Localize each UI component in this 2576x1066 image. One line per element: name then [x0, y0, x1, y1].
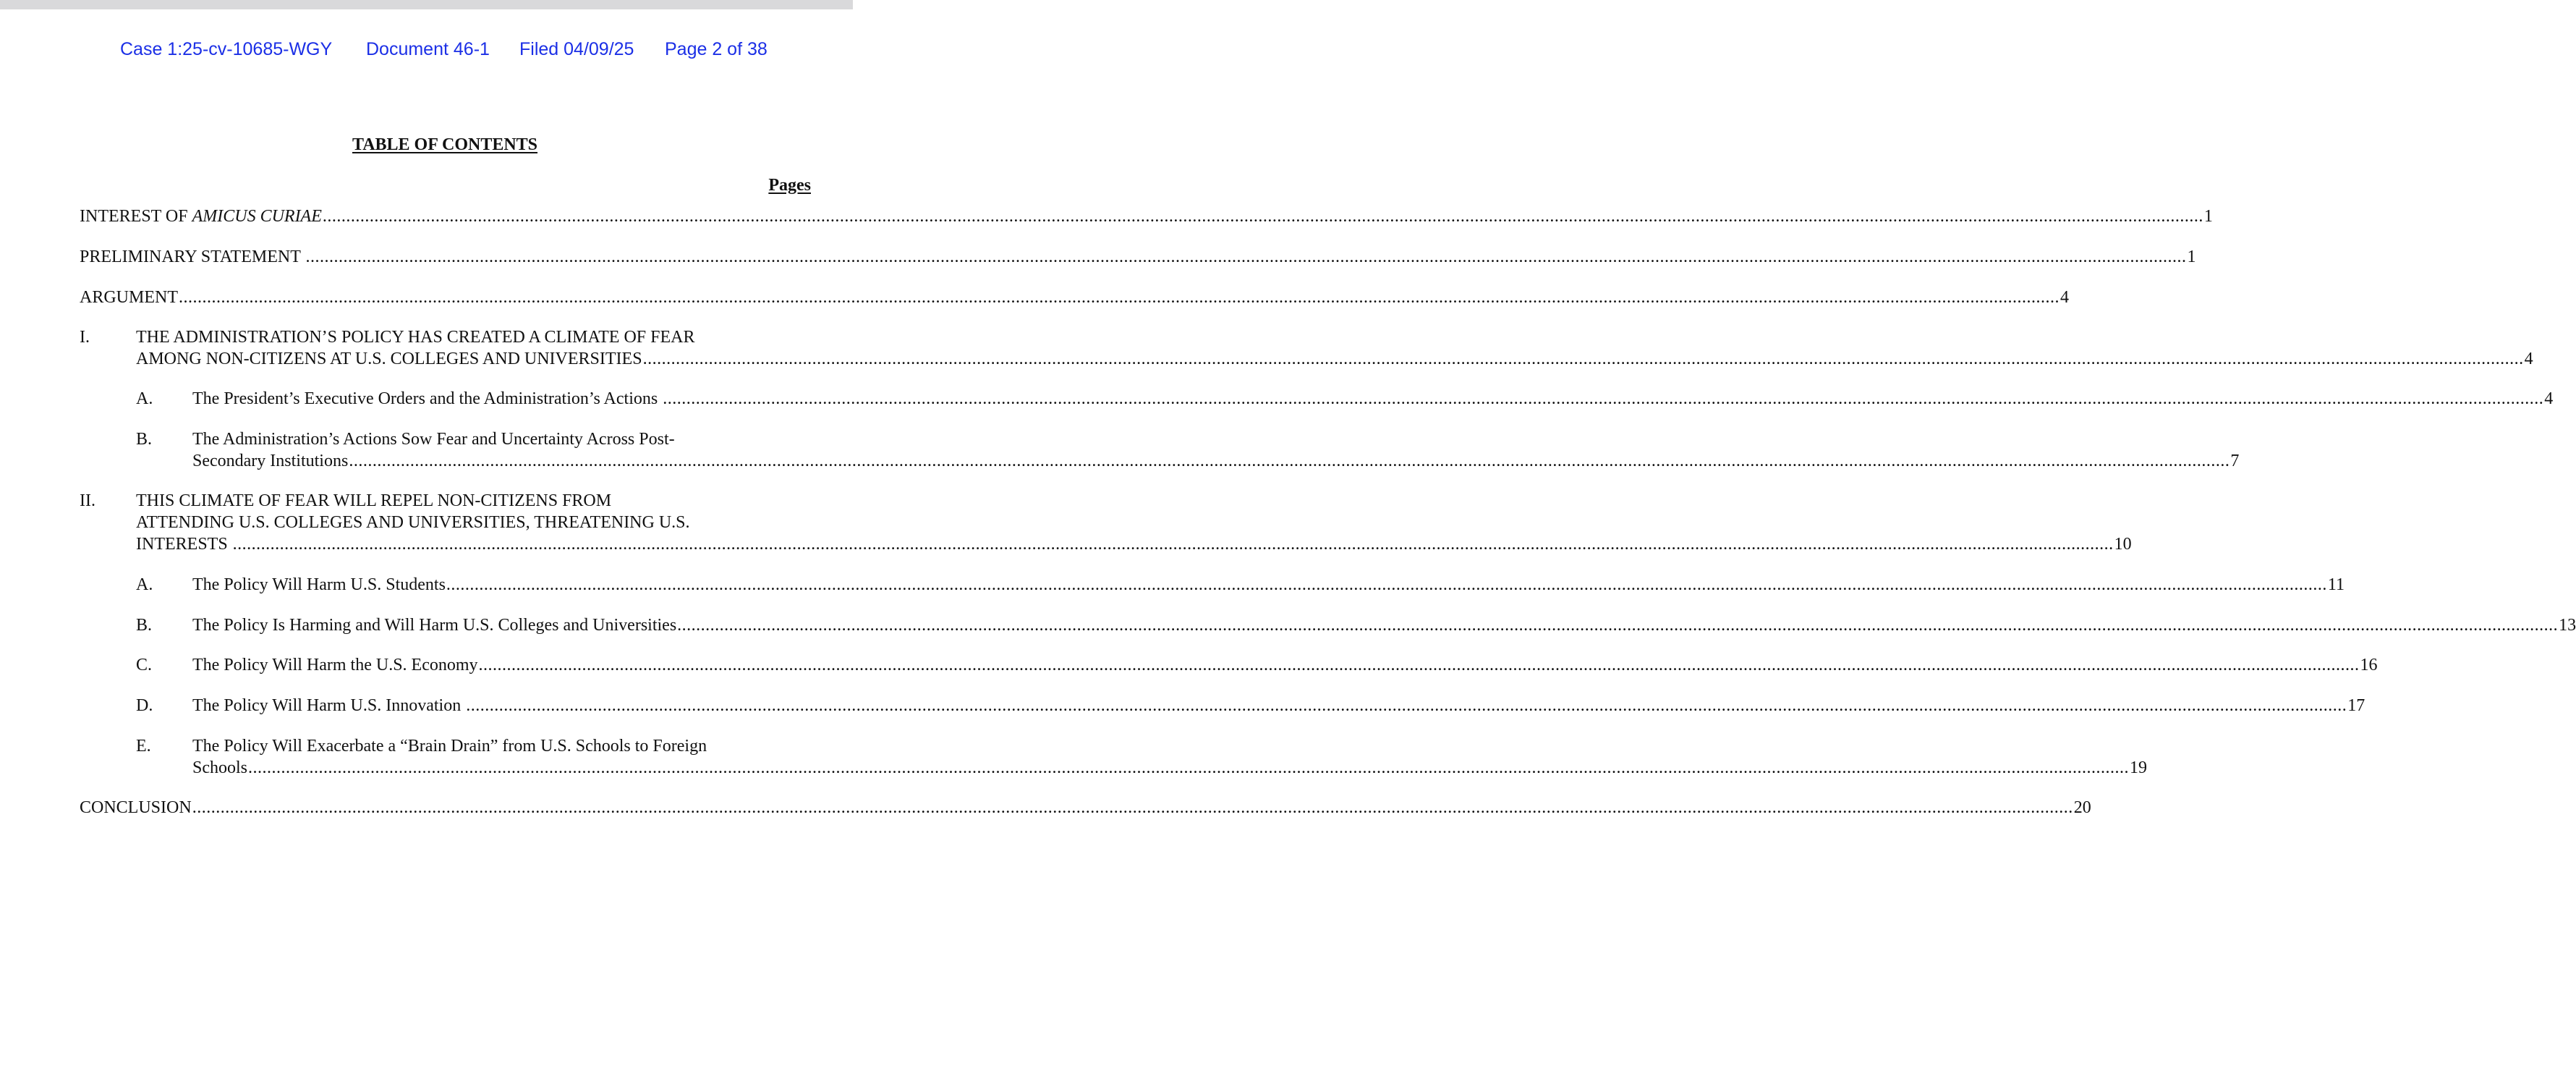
toc-entry-label-line: Secondary Institutions: [192, 452, 349, 470]
pages-column-header: Pages: [768, 176, 811, 195]
toc-entry-label: INTEREST OF AMICUS CURIAE: [80, 207, 322, 226]
ecf-header-stamp: [0, 38, 853, 62]
toc-entry-number: A.: [136, 575, 153, 594]
toc-entry-label-line: The Administration’s Actions Sow Fear and Uncertainty Across Post-: [192, 430, 675, 449]
toc-entry-label: PRELIMINARY STATEMENT: [80, 248, 305, 266]
toc-entry-label: ARGUMENT: [80, 288, 178, 307]
dot-leader: ................................................................................................................................................................................................................................................................................................................................................................................................................: [192, 798, 2073, 817]
dot-leader: ................................................................................................................................................................................................................................................................................................................................................................................................................: [305, 248, 2187, 266]
toc-entry-section-ii-e: [136, 735, 2148, 779]
toc-page-number: 1: [2203, 207, 2213, 226]
toc-entry-label-line: AMONG NON-CITIZENS AT U.S. COLLEGES AND UNIVERSITIES: [136, 350, 642, 368]
viewer-top-bar: [0, 0, 853, 9]
case-number: Case 1:25-cv-10685-WGY: [120, 39, 333, 59]
toc-entry-interest: [80, 206, 2213, 227]
toc-page-number: 19: [2130, 758, 2148, 777]
document-number: Document 46-1: [366, 39, 490, 59]
dot-leader: ................................................................................................................................................................................................................................................................................................................................................................................................................: [677, 616, 2559, 635]
toc-entry-number: E.: [136, 737, 151, 756]
toc-entry-label: The Policy Will Harm the U.S. Economy: [192, 656, 478, 674]
document-page: [0, 9, 2576, 1066]
toc-page-number: 4: [2524, 350, 2533, 368]
toc-entry-section-i: [80, 326, 2533, 370]
dot-leader: ................................................................................................................................................................................................................................................................................................................................................................................................................: [478, 656, 2360, 674]
toc-entry-section-ii-b: [136, 614, 2576, 636]
toc-entry-label-line: INTERESTS: [136, 535, 232, 554]
toc-page-number: 20: [2073, 798, 2091, 817]
toc-entry-label-line: The Policy Will Exacerbate a “Brain Drain” from U.S. Schools to Foreign: [192, 737, 707, 756]
toc-page-number: 13: [2559, 616, 2576, 635]
toc-entry-label: The President’s Executive Orders and the Administration’s Actions: [192, 389, 663, 408]
toc-entry-section-ii-c: [136, 654, 2378, 676]
toc-entry-label-line: THIS CLIMATE OF FEAR WILL REPEL NON-CITIZENS FROM: [136, 491, 612, 510]
toc-entry-label-line: Schools: [192, 758, 248, 777]
toc-page-number: 4: [2544, 389, 2554, 408]
toc-entry-conclusion: [80, 797, 2091, 818]
toc-entry-section-i-b: [136, 428, 2240, 472]
toc-title: TABLE OF CONTENTS: [352, 135, 538, 154]
page-count: Page 2 of 38: [665, 39, 768, 59]
toc-page-number: 10: [2114, 535, 2132, 554]
toc-entry-section-i-a: [136, 388, 2554, 410]
toc-entry-number: B.: [136, 616, 153, 635]
toc-entry-preliminary-statement: [80, 246, 2196, 268]
dot-leader: ................................................................................................................................................................................................................................................................................................................................................................................................................: [466, 696, 2347, 715]
toc-entry-number: B.: [136, 430, 153, 449]
toc-page-number: 1: [2187, 248, 2196, 266]
toc-entry-label: The Policy Will Harm U.S. Innovation: [192, 696, 466, 715]
dot-leader: ................................................................................................................................................................................................................................................................................................................................................................................................................: [663, 389, 2544, 408]
toc-entry-number: A.: [136, 389, 153, 408]
dot-leader: ................................................................................................................................................................................................................................................................................................................................................................................................................: [446, 575, 2327, 594]
toc-entry-number: I.: [80, 328, 90, 347]
toc-entry-number: C.: [136, 656, 153, 674]
toc-entry-section-ii-a: [136, 574, 2345, 596]
dot-leader: ................................................................................................................................................................................................................................................................................................................................................................................................................: [322, 207, 2203, 226]
toc-entry-number: II.: [80, 491, 95, 510]
dot-leader: ................................................................................................................................................................................................................................................................................................................................................................................................................: [349, 452, 2230, 470]
filed-date: Filed 04/09/25: [519, 39, 634, 59]
toc-entry-argument: [80, 287, 2069, 308]
toc-entry-label-line: ATTENDING U.S. COLLEGES AND UNIVERSITIES, THREATENING U.S.: [136, 513, 690, 532]
dot-leader: ................................................................................................................................................................................................................................................................................................................................................................................................................: [248, 758, 2130, 777]
toc-entry-number: D.: [136, 696, 153, 715]
toc-entry-label: CONCLUSION: [80, 798, 192, 817]
toc-page-number: 17: [2347, 696, 2365, 715]
dot-leader: ................................................................................................................................................................................................................................................................................................................................................................................................................: [232, 535, 2114, 554]
toc-entry-label-line: THE ADMINISTRATION’S POLICY HAS CREATED A CLIMATE OF FEAR: [136, 328, 695, 347]
toc-page-number: 16: [2360, 656, 2378, 674]
toc-entry-section-ii: [80, 490, 2132, 555]
toc-page-number: 4: [2060, 288, 2069, 307]
dot-leader: ................................................................................................................................................................................................................................................................................................................................................................................................................: [642, 350, 2524, 368]
toc-entry-label: The Policy Is Harming and Will Harm U.S. Colleges and Universities: [192, 616, 677, 635]
toc-entry-label: The Policy Will Harm U.S. Students: [192, 575, 446, 594]
toc-page-number: 7: [2230, 452, 2240, 470]
toc-page-number: 11: [2327, 575, 2345, 594]
toc-entry-section-ii-d: [136, 695, 2365, 716]
dot-leader: ................................................................................................................................................................................................................................................................................................................................................................................................................: [179, 288, 2059, 307]
